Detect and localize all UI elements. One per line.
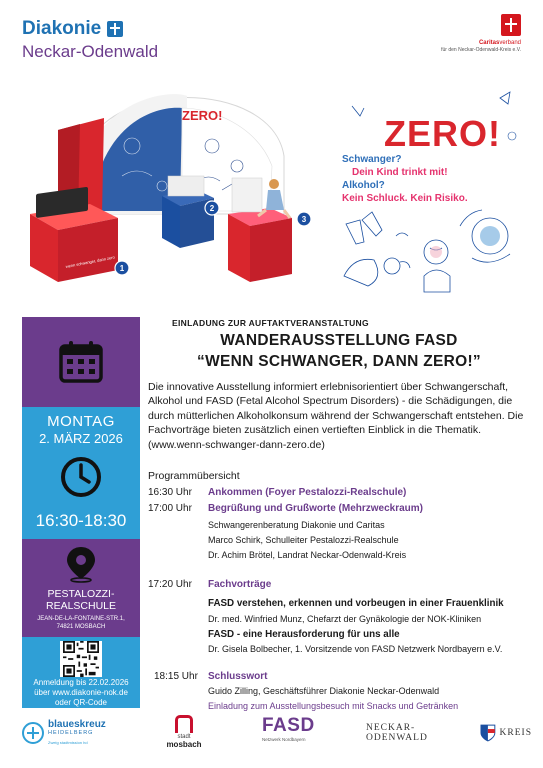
registration-qr-code[interactable] [60, 641, 102, 677]
mosbach-small: stadt [177, 734, 191, 740]
program-title: Begrüßung und Grußworte (Mehrzweckraum) [208, 503, 424, 514]
exhibit-marker-1: 1 [119, 264, 125, 273]
mosbach-m-icon [175, 715, 193, 733]
greeting-entry: Schwangerenberatung Diakonie und Caritas [208, 520, 385, 530]
nok-left-text: NECKAR-ODENWALD [366, 723, 428, 743]
nok-shield-icon [480, 724, 496, 742]
blaues-kreuz-tag: Zweig stadtmission hd [48, 739, 88, 745]
exhibition-photo [22, 86, 340, 286]
talk-title: FASD verstehen, erkennen und vorbeugen in einer Frauenklinik [208, 598, 504, 609]
caritas-logo [381, 14, 521, 53]
blaues-kreuz-city: HEIDELBERG [48, 729, 94, 736]
zero-line-4: Kein Schluck. Kein Risiko. [342, 193, 468, 204]
zero-title: ZERO! [384, 113, 501, 154]
program-title: Ankommen (Foyer Pestalozzi-Realschule) [208, 487, 407, 498]
program-time: 17:20 Uhr [148, 579, 192, 590]
caritas-name-rest: verband [499, 40, 521, 46]
diakonie-region: Neckar-Odenwald [22, 42, 159, 61]
talk-title: FASD - eine Herausforderung für uns alle [208, 629, 400, 640]
calendar-icon [58, 340, 104, 384]
zero-campaign-artwork [340, 86, 530, 298]
event-time: 16:30-18:30 [35, 511, 127, 530]
greeting-entry: Dr. Achim Brötel, Landrat Neckar-Odenwald-Kreis [208, 550, 407, 560]
closing-invite: Einladung zum Ausstellungsbesuch mit Snacks und Getränken [208, 701, 459, 711]
zero-line-2: Dein Kind trinkt mit! [352, 167, 448, 178]
location-pin-icon [64, 545, 98, 583]
closing-speaker: Guido Zilling, Geschäftsführer Diakonie Neckar-Odenwald [208, 686, 440, 696]
blaues-kreuz-cross-icon [22, 722, 44, 744]
blaues-kreuz-logo [22, 715, 122, 751]
caritas-subtitle: für den Neckar-Odenwald-Kreis e.V. [441, 47, 521, 53]
neckar-odenwald-kreis-logo [366, 715, 532, 751]
mosbach-name: mosbach [166, 740, 202, 749]
diakonie-cross-icon [107, 21, 123, 37]
registration-block [22, 637, 140, 708]
fasd-subtitle: Netzwerk Nordbayern [262, 737, 306, 742]
time-block [22, 503, 140, 539]
fasd-wordmark: FASD [262, 715, 315, 736]
date-block [22, 407, 140, 451]
talk-speaker: Dr. med. Winfried Munz, Chefarzt der Gynäkologie der NOK-Kliniken [208, 614, 482, 624]
registration-line3: oder QR-Code [54, 698, 108, 707]
program-title: Schlusswort [208, 671, 268, 682]
clock-icon [59, 455, 103, 499]
event-day: MONTAG [47, 412, 115, 430]
greeting-entry: Marco Schirk, Schulleiter Pestalozzi-Realschule [208, 535, 399, 545]
stadt-mosbach-logo [160, 715, 208, 751]
zero-line-1: Schwanger? [342, 154, 402, 165]
calendar-block [22, 317, 140, 407]
title-line-2: “WENN SCHWANGER, DANN ZERO!” [197, 353, 481, 370]
exhibit-zero-text: ZERO! [182, 108, 223, 123]
exhibit-marker-2: 2 [209, 204, 215, 213]
street-line2: 74821 MOSBACH [56, 624, 106, 630]
diakonie-logo [22, 18, 158, 62]
fasd-network-logo [262, 715, 322, 751]
diakonie-brand: Diakonie [22, 18, 102, 39]
caritas-flame-cross-icon [501, 14, 521, 36]
location-block [22, 539, 140, 637]
program-time: 17:00 Uhr [148, 503, 192, 514]
caritas-name-bold: Caritas [478, 40, 500, 46]
exhibit-sign-text: wenn schwanger, dann zero [65, 254, 116, 269]
event-sidebar [22, 317, 140, 708]
program-title: Fachvorträge [208, 579, 272, 590]
program-overview-label: Programmübersicht [148, 470, 240, 482]
invitation-label: EINLADUNG ZUR AUFTAKTVERANSTALTUNG [172, 318, 369, 328]
blaues-kreuz-name: blaueskreuz [48, 718, 106, 730]
program-time: 18:15 Uhr [154, 671, 198, 682]
event-date: 2. MÄRZ 2026 [39, 430, 123, 446]
exhibit-marker-3: 3 [301, 215, 307, 224]
nok-right-text: KREIS [499, 728, 532, 738]
clock-block [22, 451, 140, 503]
talk-speaker: Dr. Gisela Bolbecher, 1. Vorsitzende von FASD Netzwerk Nordbayern e.V. [208, 644, 503, 654]
zero-line-3: Alkohol? [342, 180, 385, 191]
program-time: 16:30 Uhr [148, 487, 192, 498]
street-line1: JEAN-DE-LA-FONTAINE-STR.1, [37, 616, 125, 622]
intro-paragraph: Die innovative Ausstellung informiert erlebnisorientiert über Schwangerschaft, Alkohol und FASD (Fetal Alcohol Spectrum Disorders) - die Schädigungen, die durch mütterlichen Alkoholkonsum während der Schwangerschaft entstehen. Die Fachvorträge bieten zusätzlich einen vertieften Einblick in die Thematik. (www.wenn-schwanger-dann-zero.de) [148, 381, 524, 451]
registration-line1: Anmeldung bis 22.02.2026 [33, 678, 129, 687]
school-name-line1: PESTALOZZI- [47, 588, 115, 600]
title-line-1: WANDERAUSSTELLUNG FASD [220, 332, 458, 349]
school-name-line2: REALSCHULE [45, 600, 117, 612]
registration-line2[interactable]: über www.diakonie-nok.de [34, 688, 128, 697]
